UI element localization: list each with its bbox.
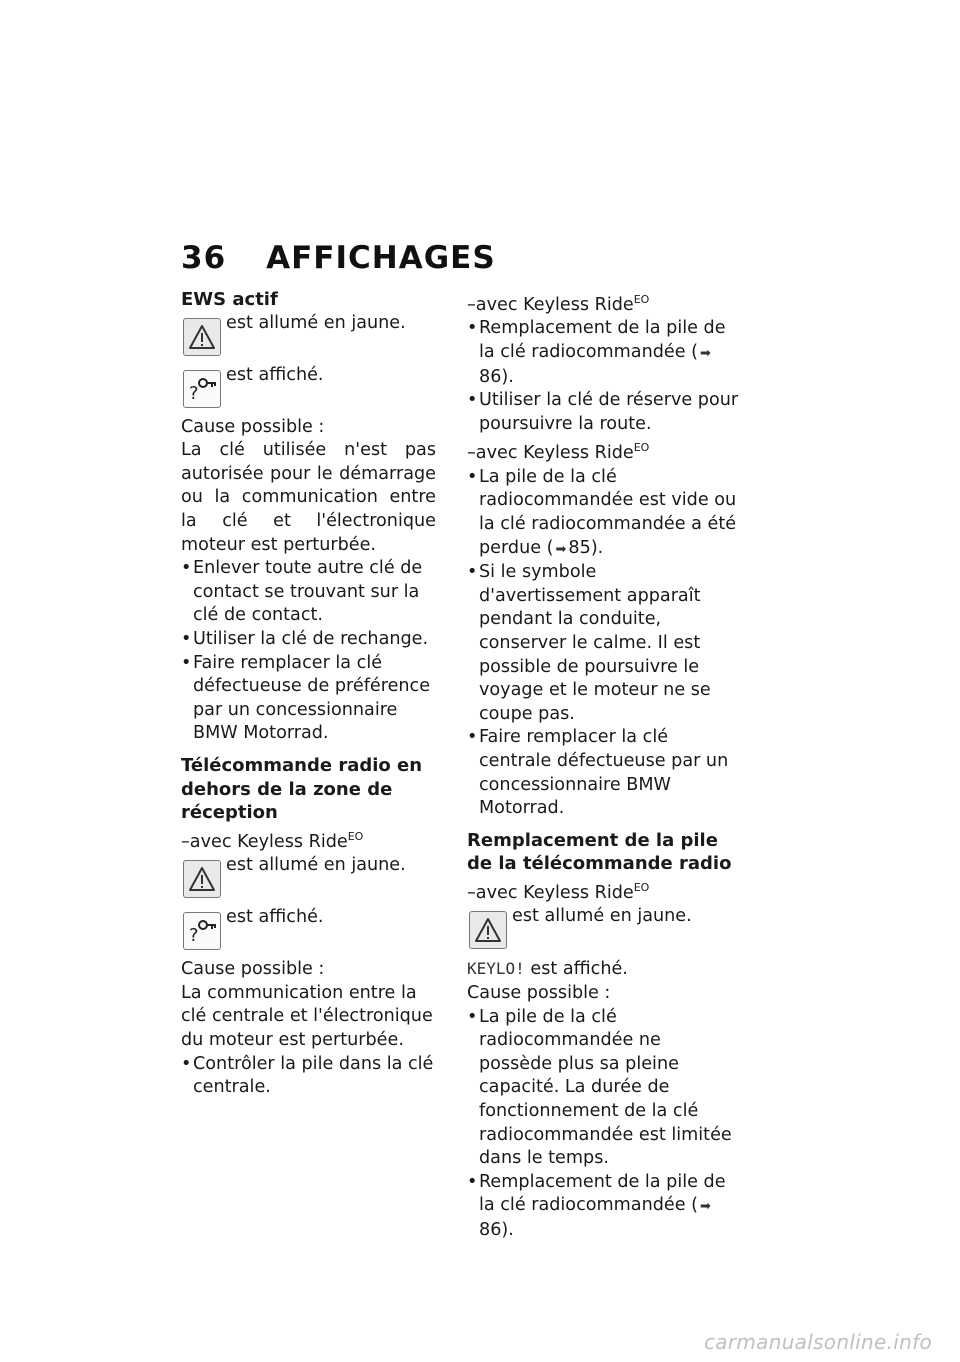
warning-indicator-row: [181, 312, 436, 364]
warning-indicator-row: [467, 905, 739, 957]
key-question-icon: [183, 370, 221, 408]
page-reference-arrow-icon: ➡: [700, 346, 711, 362]
key-symbol-text: est affiché.: [226, 364, 324, 385]
battery-heading: Remplacement de la pile de la télécommande radio: [467, 829, 732, 875]
ews-heading: EWS actif: [181, 289, 278, 310]
list-item: • Faire remplacer la clé centrale défectueuse par un concessionnaire BMW Motorrad.: [467, 727, 729, 819]
key-symbol-row: [181, 364, 436, 416]
warning-triangle-icon: [183, 318, 221, 356]
page-header: [181, 240, 496, 276]
page-reference[interactable]: 85: [568, 537, 591, 558]
page-number: 36: [181, 240, 227, 276]
list-item: • Remplacement de la pile de la clé radiocommandée ( ➡86).: [467, 1171, 726, 1240]
list-item: • Enlever toute autre clé de contact se trouvant sur la clé de contact.: [181, 558, 423, 626]
display-code: KEYLO!: [467, 959, 525, 979]
list-item: • Utiliser la clé de réserve pour poursuivre la route.: [467, 390, 739, 434]
section-title: AFFICHAGES: [266, 240, 496, 276]
list-item: • Faire remplacer la clé défectueuse de préférence par un concessionnaire BMW Motorrad.: [181, 652, 431, 744]
watermark: carmanualsonline.info: [704, 1330, 932, 1354]
page-reference[interactable]: 86: [479, 1219, 502, 1240]
right-column: [467, 288, 739, 1243]
warning-triangle-icon: [183, 860, 221, 898]
warning-indicator-text: est allumé en jaune.: [226, 855, 406, 876]
list-item: • Contrôler la pile dans la clé centrale.: [181, 1053, 434, 1098]
key-question-icon: [183, 912, 221, 950]
cause-text: La communication entre la clé centrale et l'électronique du moteur est perturbée.: [181, 982, 433, 1050]
warning-indicator-row: [181, 854, 436, 906]
list-item: • La pile de la clé radiocommandée ne possède plus sa pleine capacité. La durée de fonctionnement de la clé radiocommandée est limitée dans le temps.: [467, 1006, 732, 1169]
svg-text:?: ?: [189, 382, 199, 404]
cause-label: Cause possible :: [467, 983, 611, 1004]
cause-label: Cause possible :: [181, 959, 325, 980]
page-reference[interactable]: 86: [479, 366, 502, 387]
list-item: • Remplacement de la pile de la clé radiocommandée ( ➡86).: [467, 318, 726, 387]
page-reference-arrow-icon: ➡: [700, 1199, 711, 1215]
keyless-note: –avec Keyless Ride$^{EO}$: [467, 441, 650, 464]
list-item: • La pile de la clé radiocommandée est vide ou la clé radiocommandée a été perdue ( ➡ 85).: [467, 466, 739, 561]
keylo-message: KEYLO! est affiché.: [467, 959, 628, 980]
key-symbol-row: [181, 906, 436, 958]
list-item: • Si le symbole d'avertissement apparaît pendant la conduite, conserver le calme. Il est possible de poursuivre le voyage et le moteur ne se coupe pas.: [467, 562, 711, 724]
warning-triangle-icon: [469, 911, 507, 949]
warning-indicator-text: est allumé en jaune.: [226, 312, 406, 333]
cause-text: La clé utilisée n'est pas autorisée pour le démarrage ou la communication entre la clé et l'électronique moteur est perturbée.: [181, 440, 436, 555]
left-column: [181, 288, 436, 1100]
radio-heading: Télécommande radio en dehors de la zone de réception: [181, 754, 423, 824]
keyless-note: –avec Keyless Ride$^{EO}$: [467, 880, 650, 903]
keyless-note: –avec Keyless Ride$^{EO}$: [467, 293, 650, 315]
list-item: • Utiliser la clé de rechange.: [181, 628, 429, 649]
page-reference-arrow-icon: ➡: [555, 541, 567, 557]
cause-label: Cause possible :: [181, 416, 325, 437]
key-symbol-text: est affiché.: [226, 907, 324, 928]
keyless-note: –avec Keyless Ride$^{EO}$: [181, 829, 364, 852]
warning-indicator-text: est allumé en jaune.: [512, 906, 692, 927]
svg-text:?: ?: [189, 925, 199, 947]
